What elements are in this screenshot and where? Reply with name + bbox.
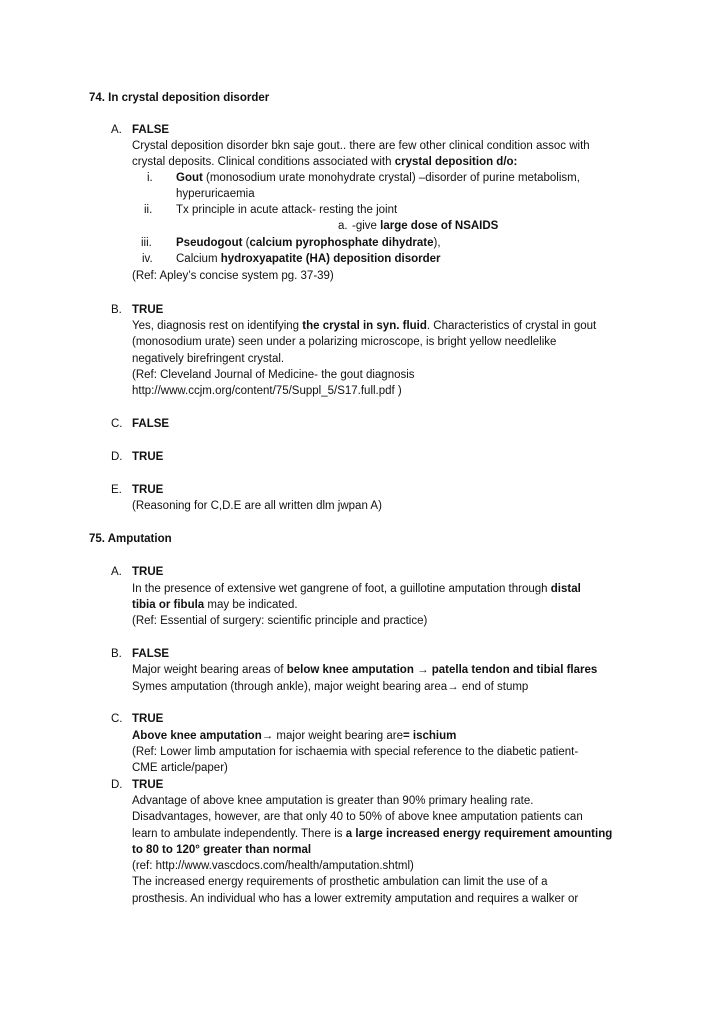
q74-a-letter: A. <box>111 124 122 136</box>
q74-a-item-i: Gout (monosodium urate monohydrate crystal) –disorder of purine metabolism, <box>176 172 580 184</box>
q75-d-answer: TRUE <box>132 779 164 791</box>
q74-a-item-i-num: i. <box>147 172 153 184</box>
q75-d-line2: Disadvantages, however, are that only 40 to 50% of above knee amputation patients can <box>132 811 583 823</box>
q74-d-answer: TRUE <box>132 451 164 463</box>
q75-a-letter: A. <box>111 566 122 578</box>
q74-a-item-i-cont: hyperuricaemia <box>176 188 255 200</box>
q74-a-answer: FALSE <box>132 124 170 136</box>
q75-a-line2: tibia or fibula may be indicated. <box>132 599 298 611</box>
q74-e-note: (Reasoning for C,D.E are all written dlm jwpan A) <box>132 500 382 512</box>
q75-c-answer: TRUE <box>132 713 164 725</box>
q74-a-ref: (Ref: Apley’s concise system pg. 37-39) <box>132 270 334 282</box>
q74-a-item-iii-num: iii. <box>141 237 152 249</box>
q74-a-item-iv: Calcium hydroxyapatite (HA) deposition disorder <box>176 253 441 265</box>
q74-a-item-iii: Pseudogout (calcium pyrophosphate dihydrate), <box>176 237 441 249</box>
q75-b-line1: Major weight bearing areas of below knee amputation → patella tendon and tibial flares <box>132 664 598 676</box>
q75-c-line2: (Ref: Lower limb amputation for ischaemia with special reference to the diabetic patient- <box>132 746 579 758</box>
q74-a-item-ii-num: ii. <box>144 204 153 216</box>
q74-a-line2: crystal deposits. Clinical conditions associated with crystal deposition d/o: <box>132 156 518 168</box>
q74-b-line3: negatively birefringent crystal. <box>132 353 285 365</box>
q75-a-answer: TRUE <box>132 566 164 578</box>
q75-c-line3: CME article/paper) <box>132 762 228 774</box>
q75-d-line5: (ref: http://www.vascdocs.com/health/amputation.shtml) <box>132 860 414 872</box>
q75-b-answer: FALSE <box>132 648 170 660</box>
q75-c-line1: Above knee amputation→ major weight bearing are= ischium <box>132 730 457 742</box>
right-arrow-icon: → <box>261 730 274 742</box>
q74-heading: 74. In crystal deposition disorder <box>89 92 270 104</box>
q75-d-line6: The increased energy requirements of prosthetic ambulation can limit the use of a <box>132 876 548 888</box>
q74-e-answer: TRUE <box>132 484 164 496</box>
q74-b-line1: Yes, diagnosis rest on identifying the crystal in syn. fluid. Characteristics of crystal in gout <box>132 320 597 332</box>
q75-d-letter: D. <box>111 779 123 791</box>
right-arrow-icon: → <box>413 664 432 676</box>
q74-b-letter: B. <box>111 304 122 316</box>
q75-d-line7: prosthesis. An individual who has a lower extremity amputation and requires a walker or <box>132 893 579 905</box>
q74-a-item-ii: Tx principle in acute attack- resting the joint <box>176 204 398 216</box>
q74-b-answer: TRUE <box>132 304 164 316</box>
right-arrow-icon: → <box>447 681 459 693</box>
q74-b-line4: (Ref: Cleveland Journal of Medicine- the gout diagnosis <box>132 369 415 381</box>
q74-a-item-ii-sub: -give large dose of NSAIDS <box>352 220 499 232</box>
q75-a-ref: (Ref: Essential of surgery: scientific principle and practice) <box>132 615 428 627</box>
q75-b-letter: B. <box>111 648 122 660</box>
q74-b-line2: (monosodium urate) seen under a polarizing microscope, is bright yellow needlelike <box>132 336 557 348</box>
q74-a-item-iv-num: iv. <box>142 253 153 265</box>
q74-c-letter: C. <box>111 418 123 430</box>
q75-heading: 75. Amputation <box>89 533 172 545</box>
q75-d-line1: Advantage of above knee amputation is greater than 90% primary healing rate. <box>132 795 534 807</box>
q74-a-item-ii-sub-num: a. <box>338 220 348 232</box>
q74-d-letter: D. <box>111 451 123 463</box>
q75-a-line1: In the presence of extensive wet gangrene of foot, a guillotine amputation through distal <box>132 583 581 595</box>
q75-b-line2: Symes amputation (through ankle), major weight bearing area→ end of stump <box>132 681 529 693</box>
q74-e-letter: E. <box>111 484 122 496</box>
q74-c-answer: FALSE <box>132 418 170 430</box>
q75-c-letter: C. <box>111 713 123 725</box>
q75-d-line3: learn to ambulate independently. There is a large increased energy requirement amounting <box>132 828 613 840</box>
q74-a-line1: Crystal deposition disorder bkn saje gout.. there are few other clinical condition assoc with <box>132 140 590 152</box>
q74-b-line5: http://www.ccjm.org/content/75/Suppl_5/S17.full.pdf ) <box>132 385 402 397</box>
q75-d-line4: to 80 to 120° greater than normal <box>132 844 312 856</box>
